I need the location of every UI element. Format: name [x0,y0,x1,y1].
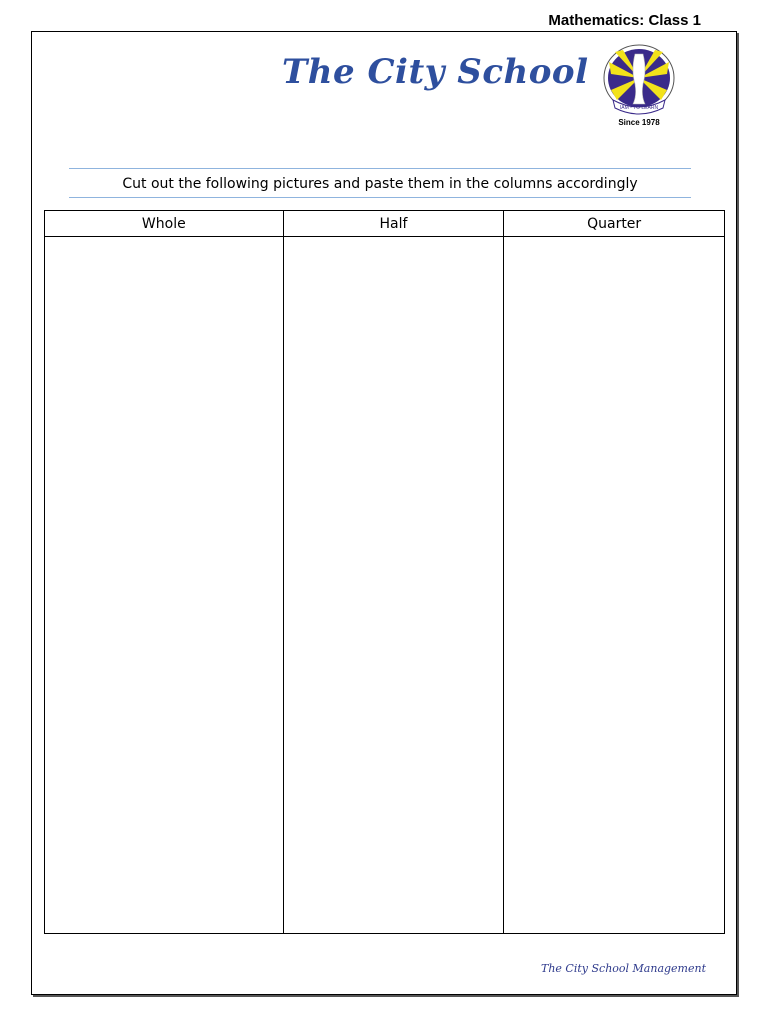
whole-column-area [45,237,284,934]
sorting-table [44,210,725,934]
logo-since-label: Since 1978 [618,118,660,127]
column-header-half: Half [283,211,504,237]
instruction-text: Cut out the following pictures and paste them in the columns accordingly [122,176,638,192]
table-header-row [45,211,725,237]
bottom-rule-line [69,197,691,198]
table-body-row [45,237,725,934]
column-header-whole: Whole [45,211,284,237]
footer-text: The City School Management [541,962,706,975]
column-header-quarter: Quarter [504,211,725,237]
logo-motto: IAM - TO LEARN [619,105,659,111]
quarter-column-area [504,237,725,934]
school-logo [601,40,677,130]
school-title: The City School [282,52,589,92]
subject-label: Mathematics: Class 1 [548,12,701,29]
half-column-area [283,237,504,934]
top-rule-line [69,168,691,169]
